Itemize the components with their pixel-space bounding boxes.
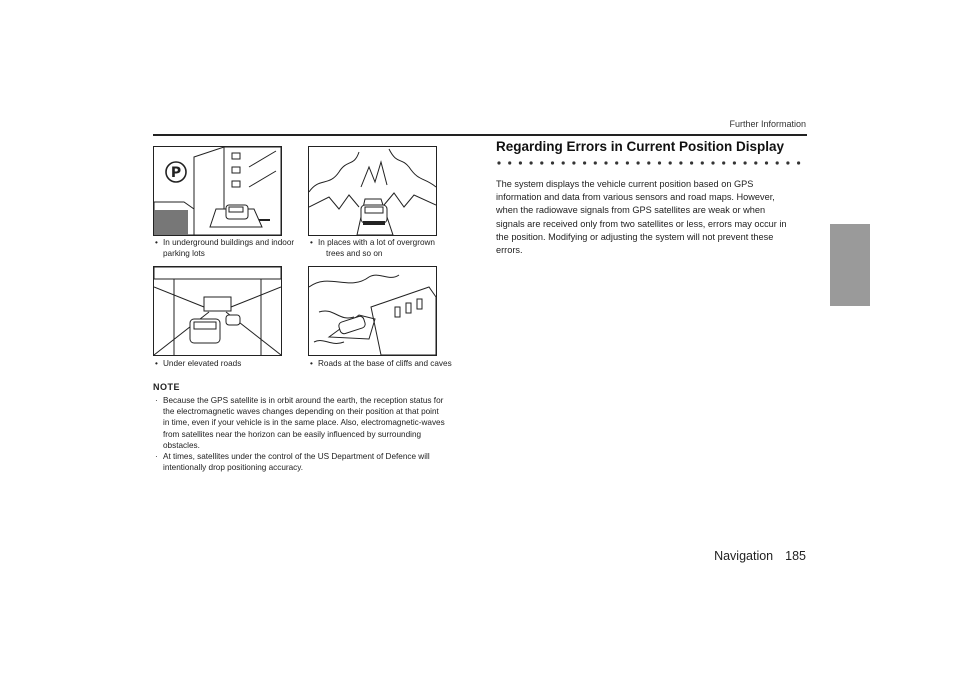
rule-dot bbox=[519, 161, 522, 164]
bullet: • bbox=[155, 238, 158, 247]
rule-dot bbox=[679, 161, 682, 164]
rule-dot bbox=[658, 161, 661, 164]
note-list bbox=[153, 395, 473, 473]
chapter-tab bbox=[830, 224, 870, 306]
rule-dot bbox=[733, 161, 736, 164]
rule-dot bbox=[722, 161, 725, 164]
underground-parking-illustration-icon bbox=[154, 147, 281, 235]
elevated-road-illustration-icon bbox=[154, 267, 281, 355]
rule-dot bbox=[744, 161, 747, 164]
figure-caption: • Roads at the base of cliffs and caves bbox=[310, 359, 452, 368]
rule-dot bbox=[562, 161, 565, 164]
section-body: The system displays the vehicle current position based on GPS information and data from various sensors and road maps. However, when the radiowave signals from GPS satellites are weak or when signals are received only from two satellites or less, errors may occur in the position. Modifying or adjusting the system will not prevent these errors. bbox=[496, 179, 787, 256]
dotted-rule bbox=[496, 160, 808, 166]
rule-dot bbox=[797, 161, 800, 164]
bullet: • bbox=[310, 238, 313, 247]
svg-text:P: P bbox=[170, 165, 182, 181]
rule-dot bbox=[626, 161, 629, 164]
rule-dot bbox=[786, 161, 789, 164]
rule-dot bbox=[572, 161, 575, 164]
figure-caption: • In places with a lot of overgrown trees and so on bbox=[310, 238, 435, 258]
header-rule bbox=[153, 134, 807, 136]
figure-cliff-cave-road bbox=[308, 266, 437, 356]
figure-caption: • Under elevated roads bbox=[155, 359, 242, 368]
rule-dot bbox=[604, 161, 607, 164]
rule-dot bbox=[776, 161, 779, 164]
rule-dot bbox=[497, 161, 500, 164]
rule-dot bbox=[530, 161, 533, 164]
note-item: · At times, satellites under the control of the US Department of Defence will intentionally drop positioning accuracy. bbox=[155, 452, 430, 473]
page-number: 185 bbox=[785, 549, 806, 563]
overgrown-trees-road-illustration-icon bbox=[309, 147, 436, 235]
rule-dot bbox=[754, 161, 757, 164]
cliff-cave-road-illustration-icon bbox=[309, 267, 436, 355]
rule-dot bbox=[594, 161, 597, 164]
rule-dot bbox=[647, 161, 650, 164]
rule-dot bbox=[637, 161, 640, 164]
rule-dot bbox=[615, 161, 618, 164]
rule-dot bbox=[508, 161, 511, 164]
bullet: • bbox=[155, 359, 158, 368]
rule-dot bbox=[551, 161, 554, 164]
figure-caption: • In underground buildings and indoor parking lots bbox=[155, 238, 295, 258]
bullet: · bbox=[155, 452, 158, 462]
section-title: Regarding Errors in Current Position Display bbox=[496, 139, 785, 154]
rule-dot bbox=[765, 161, 768, 164]
figure-underground-parking bbox=[153, 146, 282, 236]
figure-elevated-road bbox=[153, 266, 282, 356]
note-heading: NOTE bbox=[153, 382, 181, 392]
rule-dot bbox=[583, 161, 586, 164]
note-item: · Because the GPS satellite is in orbit around the earth, the reception status for the electromagnetic waves changes depending on their position at that point in time, even if your vehicle is in the same place. Also, electromagnetic-waves from satellites near the horizon can be easily influenced by surrounding obstacles. bbox=[155, 396, 445, 450]
rule-dot bbox=[669, 161, 672, 164]
rule-dot bbox=[690, 161, 693, 164]
chapter-name: Navigation bbox=[714, 549, 774, 563]
rule-dot bbox=[701, 161, 704, 164]
rule-dot bbox=[540, 161, 543, 164]
page-footer bbox=[714, 549, 806, 563]
rule-dot bbox=[711, 161, 714, 164]
running-header: Further Information bbox=[729, 119, 806, 129]
figure-overgrown-trees bbox=[308, 146, 437, 236]
bullet: • bbox=[310, 359, 313, 368]
bullet: · bbox=[155, 396, 158, 405]
